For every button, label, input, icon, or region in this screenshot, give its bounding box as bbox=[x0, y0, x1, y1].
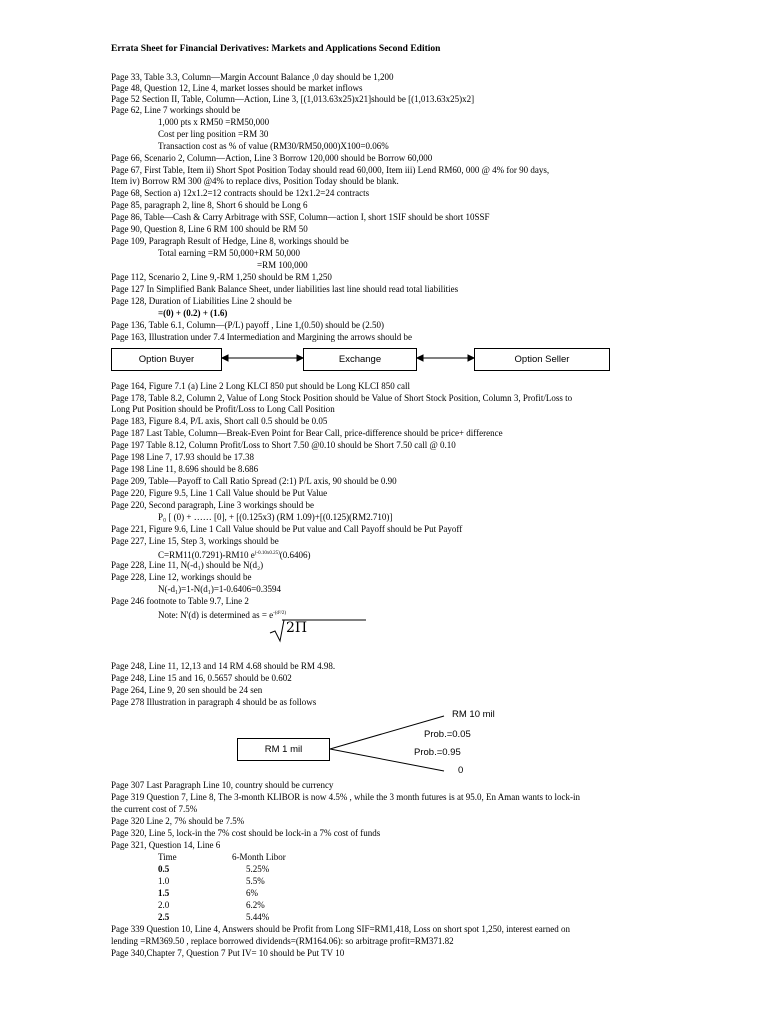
tree-root-box: RM 1 mil bbox=[237, 738, 330, 761]
tree-top-outcome: RM 10 mil bbox=[452, 709, 495, 720]
working-line: N(-d₁)=1-N(d₁)=1-0.6406=0.3594 bbox=[158, 584, 281, 594]
working-line: Cost per ling position =RM 30 bbox=[158, 129, 269, 139]
libor-header-time: Time bbox=[158, 852, 177, 862]
errata-line: Page 248, Line 11, 12,13 and 14 RM 4.68 should be RM 4.98. bbox=[111, 661, 336, 671]
errata-line: Page 85, paragraph 2, line 8, Short 6 should be Long 6 bbox=[111, 200, 308, 210]
errata-line: Page 33, Table 3.3, Column—Margin Account Balance ,0 day should be 1,200 bbox=[111, 72, 394, 82]
note-text: Note: N'(d) is determined as = e bbox=[158, 610, 274, 620]
errata-line: Page 164, Figure 7.1 (a) Line 2 Long KLCI 850 put should be Long KLCI 850 call bbox=[111, 381, 410, 391]
errata-line: Page 187 Last Table, Column—Break-Even Point for Bear Call, price-difference should be price+ difference bbox=[111, 428, 503, 438]
errata-line: Page 228, Line 12, workings should be bbox=[111, 572, 252, 582]
errata-line: Page 127 In Simplified Bank Balance Sheet, under liabilities last line should read total liabilities bbox=[111, 284, 459, 294]
errata-line: Page 136, Table 6.1, Column—(P/L) payoff , Line 1,(0.50) should be (2.50) bbox=[111, 320, 384, 330]
errata-line: Page 68, Section a) 12x1.2=12 contracts should be 12x1.2=24 contracts bbox=[111, 188, 370, 198]
errata-line: Page 228, Line 11, N(-d₁) should be N(d₂) bbox=[111, 560, 264, 570]
errata-line: Page 178, Table 8.2, Column 2, Value of Long Stock Position should be Value of Short Stock Position, Column 3, Profit/Loss to bbox=[111, 393, 573, 403]
errata-line: Page 52 Section II, Table, Column—Action, Line 3, [(1,013.63x25)x21]should be [(1,013.63x25)x2] bbox=[111, 94, 475, 104]
libor-rate: 5.25% bbox=[246, 864, 270, 874]
libor-rate: 5.5% bbox=[246, 876, 265, 886]
sqrt-radicand: 2Π bbox=[286, 620, 308, 636]
libor-time: 2.0 bbox=[158, 900, 170, 910]
errata-line: Page 90, Question 8, Line 6 RM 100 should be RM 50 bbox=[111, 224, 308, 234]
errata-line: Page 319 Question 7, Line 8, The 3-month KLIBOR is now 4.5% , while the 3 month futures is at 95.0, En Aman wants to lock-in bbox=[111, 792, 581, 802]
errata-line: Page 220, Second paragraph, Line 3 workings should be bbox=[111, 500, 314, 510]
errata-line: Page 340,Chapter 7, Question 7 Put IV= 10 should be Put TV 10 bbox=[111, 948, 345, 958]
working-line: Total earning =RM 50,000+RM 50,000 bbox=[158, 248, 301, 258]
errata-line: Page 197 Table 8.12, Column Profit/Loss to Short 7.50 @0.10 should be Short 7.50 call @ 0.10 bbox=[111, 440, 456, 450]
option-buyer-box: Option Buyer bbox=[111, 348, 222, 371]
errata-line: Page 339 Question 10, Line 4, Answers should be Profit from Long SIF=RM1,418, Loss on short spot 1,250, interest earned on bbox=[111, 924, 571, 934]
errata-line: Page 86, Table—Cash & Carry Arbitrage with SSF, Column—action I, short 1SIF should be short 10SSF bbox=[111, 212, 490, 222]
working-line: =RM 100,000 bbox=[158, 260, 308, 270]
errata-line: Page 66, Scenario 2, Column—Action, Line 3 Borrow 120,000 should be Borrow 60,000 bbox=[111, 153, 433, 163]
errata-line: Page 321, Question 14, Line 6 bbox=[111, 840, 221, 850]
errata-line: Page 183, Figure 8.4, P/L axis, Short call 0.5 should be 0.05 bbox=[111, 416, 328, 426]
errata-line: Page 48, Question 12, Line 4, market losses should be market inflows bbox=[111, 83, 363, 93]
working-line: Transaction cost as % of value (RM30/RM50,000)X100=0.06% bbox=[158, 141, 389, 151]
errata-line: Page 307 Last Paragraph Line 10, country should be currency bbox=[111, 780, 334, 790]
errata-line: Page 209, Table—Payoff to Call Ratio Spread (2:1) P/L axis, 90 should be 0.90 bbox=[111, 476, 397, 486]
working-line: =(0) + (0.2) + (1.6) bbox=[158, 308, 228, 318]
working-line: P₀ [ (0) + …… [0], + [(0.125x3) (RM 1.09)+[(0.125)(RM2.710)] bbox=[158, 512, 393, 522]
libor-rate: 5.44% bbox=[246, 912, 270, 922]
errata-line: Page 320, Line 5, lock-in the 7% cost should be lock-in a 7% cost of funds bbox=[111, 828, 381, 838]
libor-time: 1.5 bbox=[158, 888, 170, 898]
errata-line: Page 128, Duration of Liabilities Line 2 should be bbox=[111, 296, 292, 306]
libor-time: 1.0 bbox=[158, 876, 170, 886]
page-title: Errata Sheet for Financial Derivatives: Markets and Applications Second Edition bbox=[111, 44, 441, 54]
errata-line: Page 227, Line 15, Step 3, workings should be bbox=[111, 536, 279, 546]
tree-prob-top: Prob.=0.05 bbox=[424, 729, 471, 740]
option-seller-box: Option Seller bbox=[474, 348, 610, 371]
tree-bottom-outcome: 0 bbox=[458, 765, 464, 776]
libor-time: 2.5 bbox=[158, 912, 170, 922]
errata-line: Page 248, Line 15 and 16, 0.5657 should be 0.602 bbox=[111, 673, 292, 683]
formula-exponent: (-0.10x0.25) bbox=[254, 551, 280, 556]
errata-line: Page 220, Figure 9.5, Line 1 Call Value should be Put Value bbox=[111, 488, 328, 498]
working-line: 1,000 pts x RM50 =RM50,000 bbox=[158, 117, 270, 127]
errata-line: Page 163, Illustration under 7.4 Intermediation and Margining the arrows should be bbox=[111, 332, 413, 342]
errata-line: lending =RM369.50 , replace borrowed dividends=(RM164.06): so arbitrage profit=RM371.82 bbox=[111, 936, 454, 946]
errata-line: Page 264, Line 9, 20 sen should be 24 sen bbox=[111, 685, 263, 695]
errata-line: Page 320 Line 2, 7% should be 7.5% bbox=[111, 816, 245, 826]
formula-main: C=RM11(0.7291)-RM10 e bbox=[158, 550, 255, 560]
errata-line: Page 221, Figure 9.6, Line 1 Call Value should be Put value and Call Payoff should be Put Payoff bbox=[111, 524, 463, 534]
libor-header-rate: 6-Month Libor bbox=[232, 852, 286, 862]
libor-rate: 6% bbox=[246, 888, 258, 898]
formula-tail: (0.6406) bbox=[279, 550, 311, 560]
errata-line: Item iv) Borrow RM 300 @4% to replace divs, Position Today should be blank. bbox=[111, 176, 399, 186]
libor-time: 0.5 bbox=[158, 864, 170, 874]
errata-line: Page 278 Illustration in paragraph 4 should be as follows bbox=[111, 697, 317, 707]
exchange-box: Exchange bbox=[303, 348, 417, 371]
tree-prob-bottom: Prob.=0.95 bbox=[414, 747, 461, 758]
errata-line: Page 109, Paragraph Result of Hedge, Line 8, workings should be bbox=[111, 236, 349, 246]
errata-line: Page 67, First Table, Item ii) Short Spot Position Today should read 60,000, Item iii) Lend RM60, 000 @ 4% for 90 days, bbox=[111, 165, 550, 175]
errata-line: Page 246 footnote to Table 9.7, Line 2 bbox=[111, 596, 249, 606]
errata-line: Page 198 Line 11, 8.696 should be 8.686 bbox=[111, 464, 259, 474]
errata-line: Page 112, Scenario 2, Line 9,-RM 1,250 should be RM 1,250 bbox=[111, 272, 332, 282]
libor-rate: 6.2% bbox=[246, 900, 265, 910]
errata-line: the current cost of 7.5% bbox=[111, 804, 198, 814]
errata-line: Page 198 Line 7, 17.93 should be 17.38 bbox=[111, 452, 254, 462]
errata-line: Long Put Position should be Profit/Loss to Long Call Position bbox=[111, 404, 335, 414]
note-exponent: -(d²/2) bbox=[273, 611, 287, 616]
errata-line: Page 62, Line 7 workings should be bbox=[111, 105, 241, 115]
